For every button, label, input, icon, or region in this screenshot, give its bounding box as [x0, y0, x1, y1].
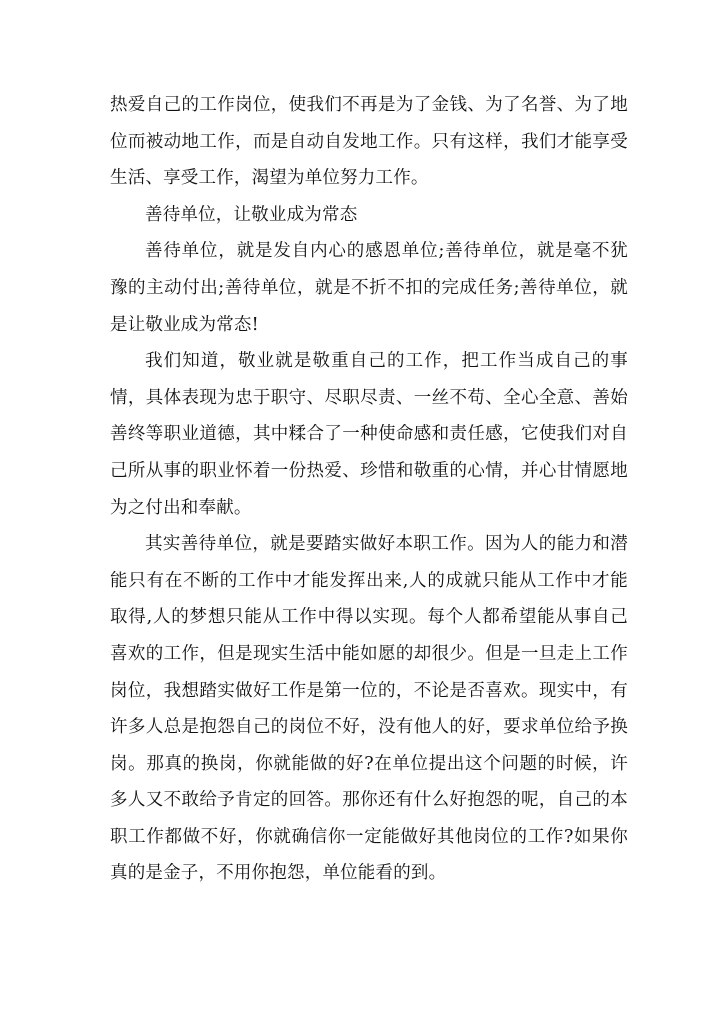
paragraph-3: 我们知道，敬业就是敬重自己的工作，把工作当成自己的事情，具体表现为忠于职守、尽职尽责、一丝不苟、全心全意、善始善终等职业道德，其中糅合了一种使命感和责任感，它使我们对自己所从事的职业怀着一份热爱、珍惜和敬重的心情，并心甘情愿地为之付出和奉献。: [110, 351, 628, 518]
document-body: [110, 87, 628, 892]
paragraph-2: 善待单位，就是发自内心的感恩单位;善待单位，就是毫不犹豫的主动付出;善待单位，就是不折不扣的完成任务;善待单位，就是让敬业成为常态!: [110, 241, 628, 335]
section-heading: 善待单位，让敬业成为常态: [145, 204, 358, 225]
paragraph-1: 热爱自己的工作岗位，使我们不再是为了金钱、为了名誉、为了地位而被动地工作，而是自动自发地工作。只有这样，我们才能享受生活、享受工作，渴望为单位努力工作。: [110, 95, 628, 189]
paragraph-4: 其实善待单位，就是要踏实做好本职工作。因为人的能力和潜能只有在不断的工作中才能发挥出来,人的成就只能从工作中才能取得,人的梦想只能从工作中得以实现。每个人都希望能从事自己喜欢的工作，但是现实生活中能如愿的却很少。但是一旦走上工作岗位，我想踏实做好工作是第一位的，不论是否喜欢。现实中，有许多人总是抱怨自己的岗位不好，没有他人的好，要求单位给予换岗。那真的换岗，你就能做的好?在单位提出这个问题的时候，许多人又不敢给予肯定的回答。那你还有什么好抱怨的呢，自己的本职工作都做不好，你就确信你一定能做好其他岗位的工作?如果你真的是金子，不用你抱怨，单位能看的到。: [110, 534, 628, 884]
